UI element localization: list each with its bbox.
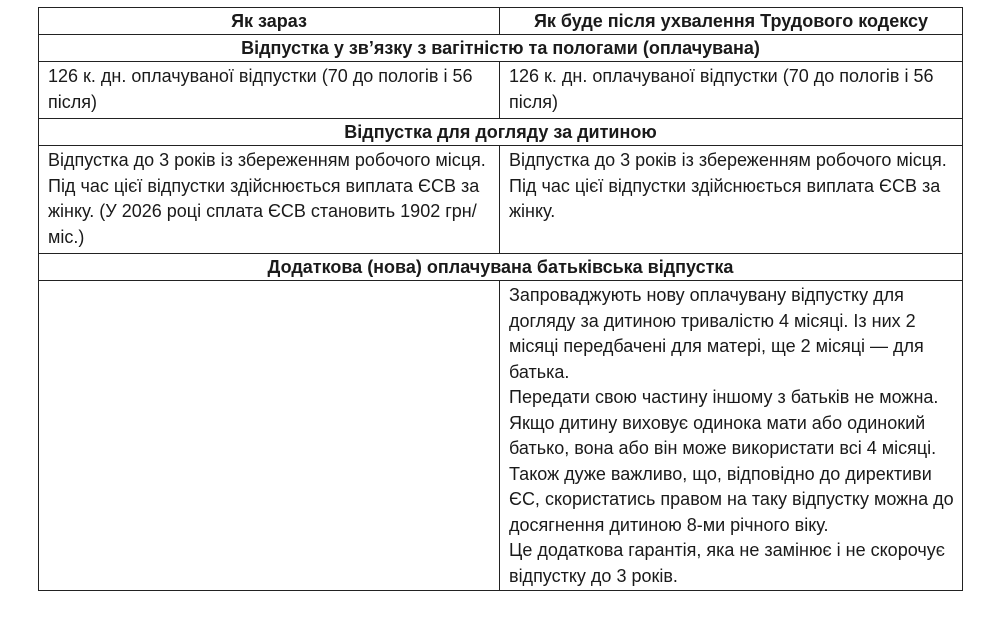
cell-current-parental-leave (39, 281, 500, 591)
header-current: Як зараз (39, 8, 500, 35)
paragraph: Запроваджують нову оплачувану відпустку для догляду за дитиною тривалістю 4 місяці. Із них 2 місяці передбачені для матері, ще 2 місяці — для батька. (509, 285, 924, 382)
section-row (39, 35, 963, 62)
table-row (39, 281, 963, 591)
paragraph: 126 к. дн. оплачуваної відпустки (70 до пологів і 56 після) (509, 66, 934, 112)
comparison-table (38, 7, 963, 591)
section-title-parental-leave: Додаткова (нова) оплачувана батьківська відпустка (39, 254, 963, 281)
cell-current-maternity-leave (39, 62, 500, 119)
section-row (39, 254, 963, 281)
paragraph: Відпустка до 3 років із збереженням робочого місця. Під час цієї відпустки здійснюється виплата ЄСВ за жінку. (509, 150, 947, 221)
paragraph: 126 к. дн. оплачуваної відпустки (70 до пологів і 56 після) (48, 66, 473, 112)
section-title-maternity-leave: Відпустка у зв’язку з вагітністю та пологами (оплачувана) (39, 35, 963, 62)
comparison-document (38, 7, 962, 591)
paragraph: Відпустка до 3 років із збереженням робочого місця. Під час цієї відпустки здійснюється виплата ЄСВ за жінку. (У 2026 році сплата ЄСВ становить 1902 грн/міс.) (48, 150, 486, 247)
header-row (39, 8, 963, 35)
section-row (39, 119, 963, 146)
section-title-childcare-leave: Відпустка для догляду за дитиною (39, 119, 963, 146)
cell-future-childcare-leave (500, 146, 963, 254)
paragraph: Передати свою частину іншому з батьків не можна. Якщо дитину виховує одинока мати або одинокий батько, вона або він може використати всі 4 місяці. (509, 387, 939, 458)
table-row (39, 62, 963, 119)
cell-current-childcare-leave (39, 146, 500, 254)
paragraph: Також дуже важливо, що, відповідно до директиви ЄС, скористатись правом на таку відпустку можна до досягнення дитиною 8-ми річного віку. (509, 463, 954, 535)
header-future: Як буде після ухвалення Трудового кодексу (500, 8, 963, 35)
cell-future-maternity-leave (500, 62, 963, 119)
paragraph: Це додаткова гарантія, яка не замінює і не скорочує відпустку до 3 років. (509, 540, 945, 586)
cell-future-parental-leave (500, 281, 963, 591)
table-row (39, 146, 963, 254)
